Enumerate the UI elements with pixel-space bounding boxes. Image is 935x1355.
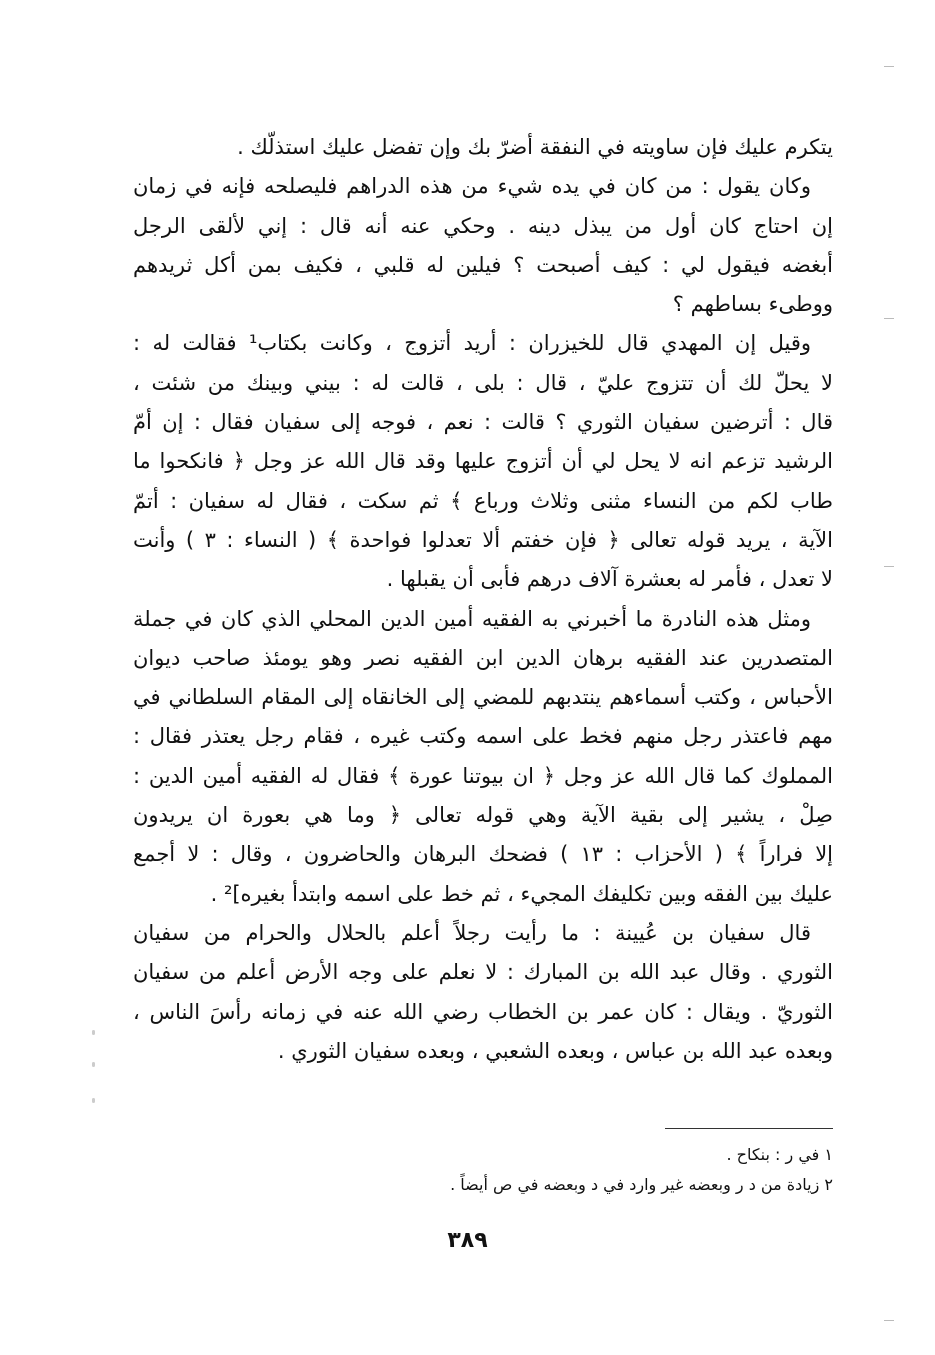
text-line: المملوك كما قال الله عز وجل ﴿ ان بيوتنا عورة ﴾ فقال له الفقيه أمين الدين : xyxy=(133,763,833,788)
text-line: مهم فاعتذر رجل منهم فخط على اسمه وكتب غيره ، فقام رجل يعتذر فقال : xyxy=(133,724,833,749)
scan-speck xyxy=(92,1030,95,1035)
text-line: الرشيد تزعم انه لا يحل لي أن أتزوج عليها وقد قال الله عز وجل ﴿ فانكحوا ما xyxy=(133,449,833,474)
margin-mark xyxy=(884,1320,894,1321)
page-number: ٣٨٩ xyxy=(447,1228,488,1253)
text-line: ومثل هذه النادرة ما أخبرني به الفقيه أمين الدين المحلي الذي كان في جملة xyxy=(133,606,811,631)
scan-speck xyxy=(92,1062,95,1067)
margin-mark xyxy=(884,66,894,67)
text-line: طاب لكم من النساء مثنى وثلاث ورباع ﴾ ثم سكت ، فقال له سفيان : أتمّ xyxy=(133,488,833,513)
text-line: ووطىء بساطهم ؟ xyxy=(672,292,833,317)
text-line: يتكرم عليك فإن ساويته في النفقة أضرّ بك وإن تفضل عليك استذلّك . xyxy=(237,135,833,159)
footnote-2: ٢ زيادة من د ر وبعضه غير وارد في د وبعضه في ص أيضاً . xyxy=(450,1175,833,1194)
text-line: الأحباس ، وكتب أسماءهم ينتدبهم للمضي إلى الخانقاه إلى المقام السلطاني في xyxy=(133,685,833,710)
text-line: قال سفيان بن عُيينة : ما رأيت رجلاً أعلم بالحلال والحرام من سفيان xyxy=(133,920,811,945)
body-text xyxy=(133,128,833,1071)
text-line: قال : أترضين سفيان الثوري ؟ قالت : نعم ، فوجه إلى سفيان فقال : إن أمّ xyxy=(133,410,833,435)
text-line: الثوريّ . ويقال : كان عمر بن الخطاب رضي الله عنه في زمانه رأسَ الناس ، xyxy=(133,999,833,1024)
text-line: وكان يقول : من كان في يده شيء من هذه الدراهم فليصلحه فإنه في زمان xyxy=(133,174,811,199)
text-line: عليك بين الفقه وبين تكليفك المجيء ، ثم خط على اسمه وابتدأ بغيره]² . xyxy=(210,881,833,906)
text-line: الثوري . وقال عبد الله بن المبارك : لا نعلم على وجه الأرض أعلم من سفيان xyxy=(133,960,833,985)
text-line: الآية ، يريد قوله تعالى ﴿ فإن خفتم ألا تعدلوا فواحدة ﴾ ( النساء : ٣ ) وأنت xyxy=(133,527,833,552)
text-line: لا تعدل ، فأمر له بعشرة آلاف درهم فأبى أن يقبلها . xyxy=(386,567,833,592)
margin-mark xyxy=(884,566,894,567)
scan-speck xyxy=(92,1098,95,1103)
text-line: المتصدرين عند الفقيه برهان الدين ابن الفقيه نصر وهو يومئذ صاحب ديوان xyxy=(133,645,833,670)
text-line: أبغضه فيقول لي : كيف أصبحت ؟ فيلين له قلبي ، فكيف بمن أكل ثريدهم xyxy=(133,252,833,277)
text-line: وبعده عبد الله بن عباس ، وبعده الشعبي ، وبعده سفيان الثوري . xyxy=(277,1038,833,1063)
text-line: إن احتاج كان أول من يبذل دينه . وحكي عنه أنه قال : إني لألقى الرجل xyxy=(133,213,833,238)
text-line: إلا فراراً ﴾ ( الأحزاب : ١٣ ) فضحك البرهان والحاضرون ، وقال : لا أجمع xyxy=(133,842,833,867)
footnote-1: ١ في ر : بنكاح . xyxy=(726,1145,833,1164)
margin-mark xyxy=(884,318,894,319)
footnotes xyxy=(133,1140,833,1200)
text-line: وقيل إن المهدي قال للخيزران : أريد أتزوج ، وكانت بكتاب¹ فقالت له : xyxy=(133,331,811,356)
footnote-separator xyxy=(665,1128,833,1129)
text-line: لا يحلّ لك أن تتزوج عليّ ، قال : بلى ، قالت له : بيني وبينك من شئت ، xyxy=(133,370,833,395)
text-line: صِلْ ، يشير إلى بقية الآية وهي قوله تعالى ﴿ وما هي بعورة ان يريدون xyxy=(133,803,833,828)
